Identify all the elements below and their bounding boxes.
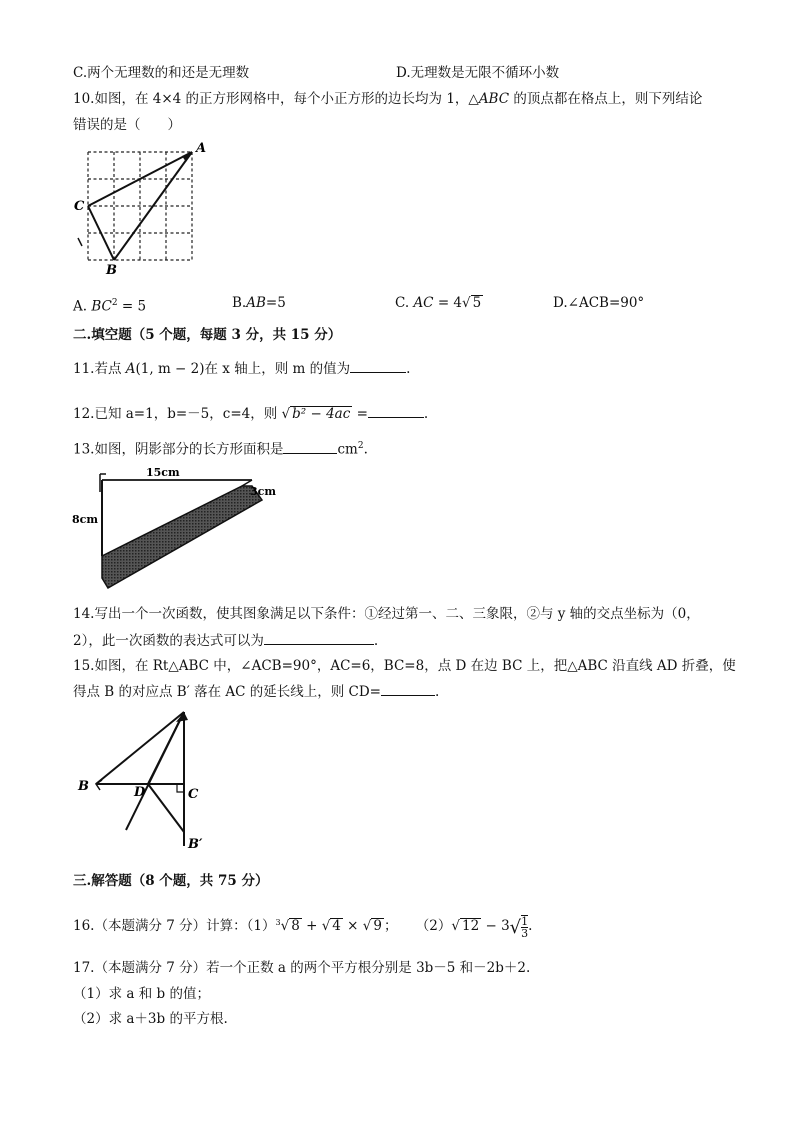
q12-line: 12.已知 a=1，b=－5，c=4，则 √ b² − 4ac = .	[73, 403, 428, 424]
q15-lines	[96, 712, 184, 846]
q9-option-d-wrap	[396, 63, 559, 83]
q10-stem-line1: 10.如图，在 4×4 的正方形网格中，每个小正方形的边长均为 1，△ABC 的顶点都在格点上，则下列结论	[73, 91, 703, 107]
q9-option-c: C.两个无理数的和还是无理数	[73, 65, 250, 81]
q12-answer-blank	[368, 403, 424, 418]
q16-line: 16.（本题满分 7 分）计算：$(1)^3√$ 8 + √ 4 × √ 9 ； （2）√ 12 − 3√ $\frac{1}{3}$ .	[73, 914, 533, 940]
q17-line2: （1）求 a 和 b 的值；	[73, 986, 210, 1002]
section2-title: 二.填空题（5 个题，每题 3 分，共 15 分）	[73, 327, 342, 343]
q13-label-left: 8cm	[72, 513, 98, 526]
q10-option-d: D.∠ACB=90°	[553, 295, 645, 311]
q11-line: 11.若点 A(1, m − 2)在 x 轴上，则 m 的值为 .	[73, 358, 410, 379]
q11-answer-blank	[350, 358, 406, 373]
q14-line2: 2），此一次函数的表达式可以为 .	[73, 630, 378, 651]
section3-title: 三.解答题（8 个题，共 75 分）	[73, 873, 269, 889]
q13-label-right: 3cm	[250, 485, 276, 498]
q15-answer-blank	[381, 681, 435, 696]
q15-line1: 15.如图，在 Rt△ABC 中，∠ACB=90°，AC=6，BC=8，点 D 在边 BC 上，把△ABC 沿直线 AD 折叠，使	[73, 658, 736, 674]
q15-label-d: D	[134, 785, 146, 800]
q13-answer-blank	[283, 439, 337, 454]
q13-rectangle-figure	[72, 466, 292, 596]
q15-line2: 得点 B 的对应点 B′ 落在 AC 的延长线上，则 CD= .	[73, 681, 439, 702]
q15-fold-figure	[72, 706, 242, 862]
q15-right-angle-mark	[177, 784, 184, 792]
q14-answer-blank	[264, 630, 374, 645]
q14-line1: 14.写出一个一次函数，使其图象满足以下条件：①经过第一、二、三象限，②与 y 轴的交点坐标为（0，	[73, 606, 700, 622]
q9-option-d: D.无理数是无限不循环小数	[396, 65, 560, 81]
q10-option-a: A. $BC^2 = 5$	[73, 298, 147, 315]
q17-line1: 17.（本题满分 7 分）若一个正数 a 的两个平方根分别是 3b－5 和－2b＋2.	[73, 960, 531, 976]
q13-shaded-rectangle	[102, 486, 262, 588]
q15-label-b: B	[78, 779, 89, 794]
q10-label-c: C	[74, 199, 85, 214]
q9-options	[73, 63, 249, 83]
q10-stem-line2: 错误的是（ ）	[73, 117, 181, 133]
q13-label-top: 15cm	[146, 466, 180, 479]
q10-label-b: B	[106, 263, 117, 278]
q15-label-b-prime: B′	[188, 837, 203, 852]
q17-line3: （2）求 a＋3b 的平方根.	[73, 1011, 228, 1027]
q13-line: 13.如图，阴影部分的长方形面积是 $cm^2$.	[73, 436, 368, 460]
q10-option-c: C. AC = 4√ 5	[395, 295, 482, 311]
q10-grid	[88, 152, 192, 260]
q10-stray-mark	[78, 238, 82, 246]
q10-grid-figure	[68, 138, 208, 278]
q15-label-c: C	[188, 787, 199, 802]
q10-option-b: B.AB=5	[232, 295, 286, 311]
q10-label-a: A	[196, 141, 207, 156]
